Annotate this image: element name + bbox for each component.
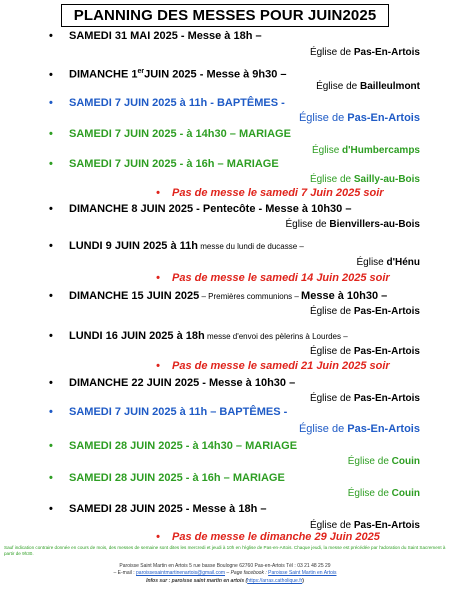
entry-text: SAMEDI 7 JUIN 2025 - à 16h – MARIAGE (69, 158, 279, 170)
entry-text: DIMANCHE 1 (69, 68, 138, 81)
entry-subtext: messe du lundi de ducasse – (198, 242, 304, 251)
entry-date-line (49, 158, 279, 171)
bullet-icon: • (49, 472, 53, 484)
place-prefix: Église de (347, 488, 392, 499)
entry-date-line (49, 472, 285, 485)
entry-text: SAMEDI 28 JUIN 2025 - à 14h30 – MARIAGE (69, 440, 298, 452)
place-name: Sailly-au-Bois (353, 174, 420, 185)
place-prefix: Église de (309, 306, 354, 317)
entry-place (310, 173, 420, 186)
entry-place (310, 345, 420, 358)
entry-subtext: – Premières communions – (199, 292, 302, 301)
no-mass-notice (156, 531, 380, 544)
entry-date-line (49, 97, 285, 110)
entry-date-line (49, 240, 304, 253)
entry-date-line (49, 290, 387, 303)
place-name: d'Humbercamps (342, 145, 420, 156)
entry-place (299, 423, 420, 436)
entry-text: SAMEDI 7 JUIN 2025 à 11h - BAPTÊMES - (69, 97, 285, 109)
no-mass-text: Pas de messe le samedi 14 Juin 2025 soir (172, 272, 390, 284)
bullet-icon: • (49, 128, 53, 140)
place-prefix: Église de (309, 47, 354, 58)
no-mass-text: Pas de messe le samedi 21 Juin 2025 soir (172, 360, 390, 372)
bullet-icon: • (49, 377, 53, 389)
place-prefix: Église de (309, 174, 354, 185)
entry-date-line (49, 377, 295, 390)
entry-text: SAMEDI 28 JUIN 2025 - Messe à 18h – (69, 503, 267, 515)
no-mass-text: Pas de messe le dimanche 29 Juin 2025 (172, 531, 380, 543)
place-prefix: Église de (309, 346, 354, 357)
bullet-icon: • (49, 30, 53, 42)
no-mass-notice (156, 360, 390, 373)
place-name: Bienvillers-au-Bois (329, 219, 420, 230)
entry-place (348, 487, 420, 500)
entry-text: LUNDI 16 JUIN 2025 à 18h (69, 330, 205, 342)
bullet-icon: • (49, 406, 53, 418)
facebook-link[interactable]: Paroisse Saint Martin en Artois (268, 570, 337, 576)
place-name: Pas-En-Artois (353, 306, 420, 317)
bullet-icon: • (156, 531, 160, 543)
bullet-icon: • (156, 272, 160, 284)
email-label: – E-mail : (113, 570, 135, 576)
entry-date-line (49, 330, 348, 343)
bullet-icon: • (156, 360, 160, 372)
place-prefix: Église de (347, 456, 392, 467)
website-label: Infos sur : paroisse saint martin en artois ( (146, 578, 248, 584)
bullet-icon: • (49, 290, 53, 302)
bullet-icon: • (49, 330, 53, 342)
website-link[interactable]: https://arras.catholique.fr (247, 578, 303, 584)
place-name: Pas-En-Artois (353, 393, 420, 404)
place-prefix: Église de (298, 423, 348, 435)
bullet-icon: • (49, 97, 53, 109)
entry-place (310, 305, 420, 318)
entry-date-line (49, 440, 297, 453)
entry-text: LUNDI 9 JUIN 2025 à 11h (69, 240, 199, 252)
place-prefix: Église de (309, 520, 354, 531)
entry-place (285, 218, 420, 231)
place-prefix: Église (312, 145, 343, 156)
place-name: Pas-En-Artois (353, 47, 420, 58)
entry-date-line (49, 65, 287, 82)
entry-text: DIMANCHE 8 JUIN 2025 - Pentecôte - Messe à 10h30 – (69, 203, 352, 215)
bullet-icon: • (49, 240, 53, 252)
place-prefix: Église de (309, 393, 354, 404)
place-name: Couin (391, 456, 420, 467)
entry-place (299, 112, 420, 125)
page-title: PLANNING DES MESSES POUR JUIN2025 (61, 4, 389, 27)
entry-text: DIMANCHE 22 JUIN 2025 - Messe à 10h30 – (69, 377, 296, 389)
footer-address: Paroisse Saint Martin en Artois 5 rue basse Boulogne 62760 Pas-en-Artois Tél : 03 21 48 25 29 (119, 563, 331, 569)
entry-date-line (49, 406, 287, 419)
bullet-icon: • (49, 503, 53, 515)
place-name: Pas-En-Artois (347, 423, 420, 435)
place-name: Pas-En-Artois (353, 520, 420, 531)
entry-text: SAMEDI 7 JUIN 2025 - à 14h30 – MARIAGE (69, 128, 291, 140)
entry-date-line (49, 503, 266, 516)
bullet-icon: • (49, 203, 53, 215)
place-name: Pas-En-Artois (347, 112, 420, 124)
facebook-label: Page facebook : (230, 570, 267, 576)
no-mass-notice (156, 187, 384, 200)
entry-place (316, 80, 420, 93)
weekday-mass-note: Sauf indication contraire donnée en cours de mois, des messes de semaine sont dites les mercredi et jeudi à 10h en l'église de Pas-en-Artois. Chaque jeudi, la messe est précédée par l'adoration du Saint Sacrement à partir de 9h30. (4, 545, 446, 556)
place-name: Couin (391, 488, 420, 499)
entry-subtext: messe d'envoi des pèlerins à Lourdes – (204, 332, 348, 341)
entry-date-line (49, 128, 291, 141)
place-prefix: Église de (316, 81, 360, 92)
footer-contact: – E-mail : paroissesaintmartinenartois@gmail.com – Page facebook : Paroisse Saint Martin en Artois (113, 570, 337, 576)
entry-text: SAMEDI 28 JUIN 2025 - à 16h – MARIAGE (69, 472, 285, 484)
entry-date-line (49, 30, 262, 43)
entry-text-continued: JUIN 2025 - Messe à 9h30 – (144, 68, 287, 81)
entry-place (310, 392, 420, 405)
place-name: Bailleulmont (359, 81, 420, 92)
entry-text: SAMEDI 31 MAI 2025 - Messe à 18h – (69, 30, 262, 42)
bullet-icon: • (49, 68, 53, 81)
entry-place (356, 256, 420, 269)
place-prefix: Église de (298, 112, 348, 124)
entry-text: DIMANCHE 15 JUIN 2025 (69, 290, 200, 302)
entry-place (310, 46, 420, 59)
bullet-icon: • (156, 187, 160, 199)
entry-place (348, 455, 420, 468)
entry-text: SAMEDI 7 JUIN 2025 à 11h – BAPTÊMES - (69, 406, 288, 418)
bullet-icon: • (49, 158, 53, 170)
no-mass-text: Pas de messe le samedi 7 Juin 2025 soir (172, 187, 384, 199)
entry-date-line (49, 203, 351, 216)
entry-superscript: er (137, 68, 145, 75)
place-prefix: Église (356, 257, 387, 268)
entry-place (312, 144, 420, 157)
no-mass-notice (156, 272, 390, 285)
place-name: Pas-En-Artois (353, 346, 420, 357)
place-prefix: Église de (285, 219, 330, 230)
email-link[interactable]: paroissesaintmartinenartois@gmail.com (136, 570, 226, 576)
place-name: d'Hénu (386, 257, 420, 268)
bullet-icon: • (49, 440, 53, 452)
website-end: ) (302, 578, 304, 584)
footer-website (0, 578, 450, 584)
entry-text-continued: Messe à 10h30 – (301, 290, 388, 302)
